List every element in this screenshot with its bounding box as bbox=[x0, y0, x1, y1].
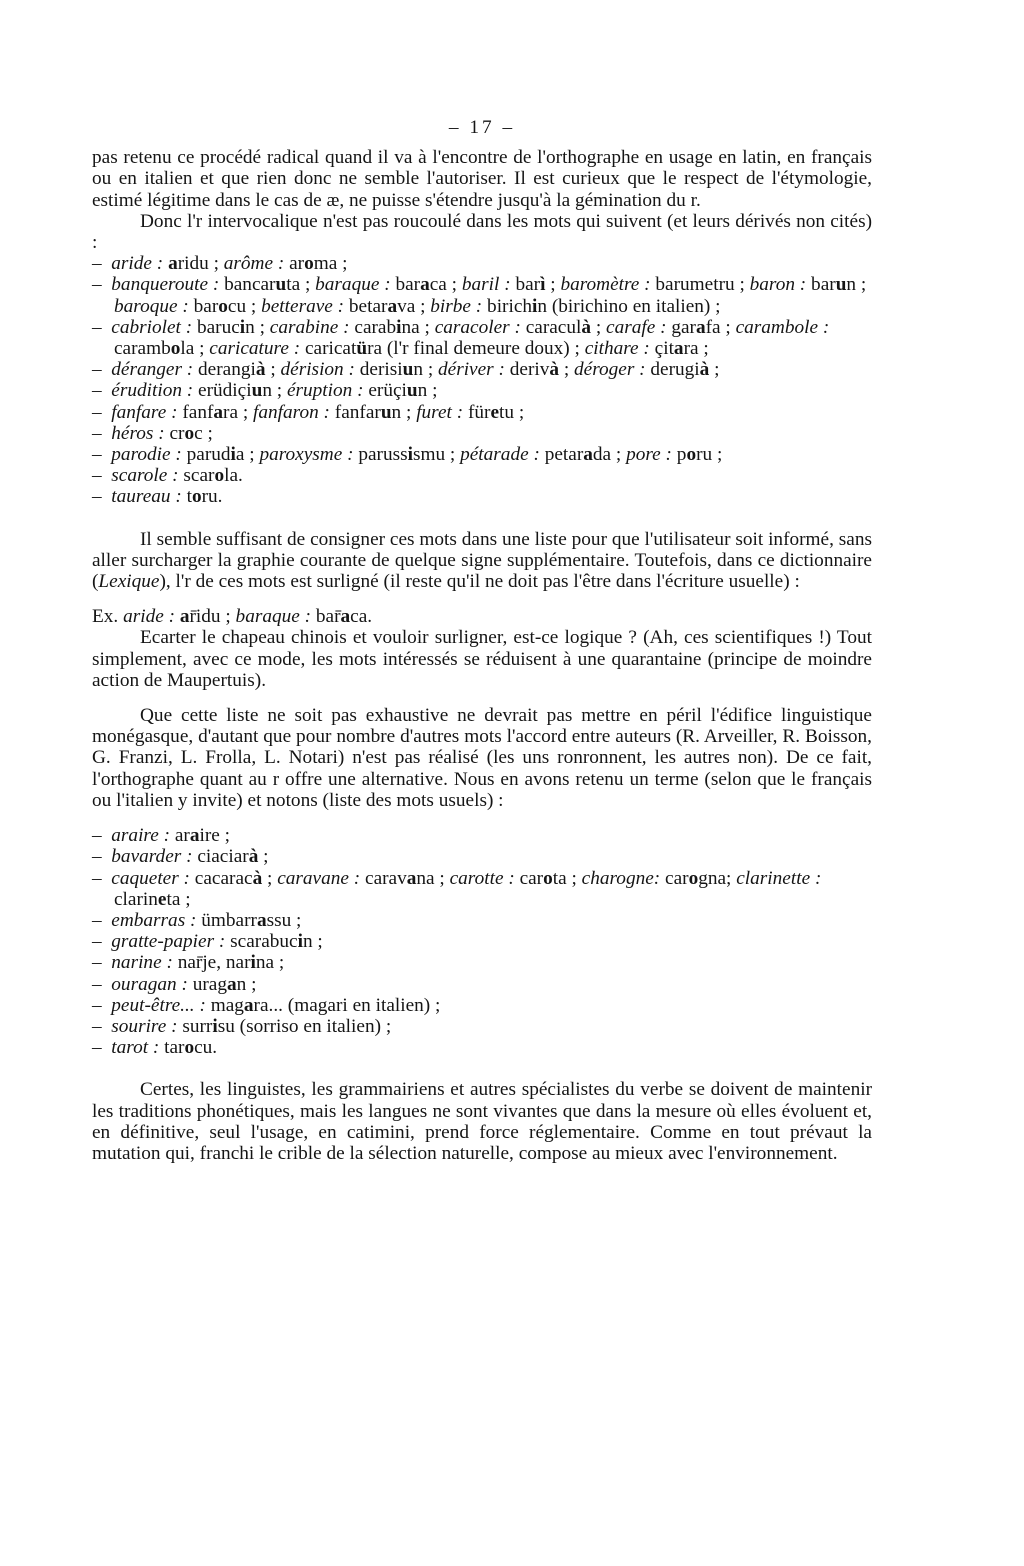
document-page bbox=[92, 117, 872, 1164]
word-list-soft-r bbox=[92, 253, 872, 507]
list-item: – tarot : tarocu. bbox=[92, 1037, 872, 1058]
list-item: – narine : nar̄je, narina ; bbox=[92, 952, 872, 973]
list-item: – taureau : toru. bbox=[92, 486, 872, 507]
page-number: – 17 – bbox=[448, 117, 516, 138]
list-item: – bavarder : ciaciarà ; bbox=[92, 846, 872, 867]
intro-paragraph: pas retenu ce procédé radical quand il va à l'encontre de l'orthographe en usage en latin, en français ou en italien et que rien donc ne semble l'autoriser. Il est curieux que le respect de l'étymologie, estimé légitime dans le cas de æ, ne puisse s'étendre jusqu'à la gémination du r. bbox=[92, 147, 872, 211]
list-item: – gratte-papier : scarabucin ; bbox=[92, 931, 872, 952]
body-paragraph: Que cette liste ne soit pas exhaustive ne devrait pas mettre en péril l'édifice linguistique monégasque, d'autant que pour nombre d'autres mots l'accord entre auteurs (R. Arveiller, R. Boisson, G. Franzi, L. Frolla, L. Notari) n'est pas réalisé (les uns ronronnent, les autres non). De ce fait, l'orthographe quant au r offre une alternative. Nous en avons retenu un terme (selon que le français ou l'italien y invite) et notons (liste des mots usuels) : bbox=[92, 705, 872, 811]
body-paragraph: Certes, les linguistes, les grammairiens et autres spécialistes du verbe se doivent de maintenir les traditions phonétiques, mais les langues ne sont vivantes que dans la mesure où elles évoluent et, en définitive, seul l'usage, en catimini, prend force réglementaire. Comme en tout prévaut la mutation qui, franchi le crible de la sélection naturelle, compose au mieux avec l'environnement. bbox=[92, 1079, 872, 1164]
example-line: Ex. aride : ar̄idu ; baraque : bar̄aca. bbox=[92, 606, 373, 628]
body-paragraph: Il semble suffisant de consigner ces mots dans une liste pour que l'utilisateur soit informé, sans aller surcharger la graphie courante de quelque signe supplémentaire. Toutefois, dans ce dictionnaire (Lexique), l'r de ces mots est surligné (il reste qu'il ne doit pas l'être dans l'écriture usuelle) : bbox=[92, 528, 872, 593]
list-item: – scarole : scarola. bbox=[92, 465, 872, 486]
list-item: – cabriolet : barucin ; carabine : carabina ; caracoler : caraculà ; carafe : garafa ; carambole : carambola ; caricature : caricatüra (l'r final demeure doux) ; cithare : çitara ; bbox=[92, 317, 872, 359]
list-item: – héros : croc ; bbox=[92, 423, 872, 444]
list-item: – déranger : derangià ; dérision : derisiun ; dériver : derivà ; déroger : derugià ; bbox=[92, 359, 872, 380]
word-list-usual bbox=[92, 825, 872, 1058]
list-item: – ouragan : uragan ; bbox=[92, 974, 872, 995]
body-paragraph: Ecarter le chapeau chinois et vouloir surligner, est-ce logique ? (Ah, ces scientifiques !) Tout simplement, avec ce mode, les mots intéressés se réduisent à une quarantaine (principe de moindre action de Maupertuis). bbox=[92, 627, 872, 691]
list-item: – banqueroute : bancaruta ; baraque : baraca ; baril : barì ; baromètre : barumetru ; baron : barun ; baroque : barocu ; betterave : betarava ; birbe : birichin (birichino en italien) ; bbox=[92, 274, 872, 316]
lead-paragraph: Donc l'r intervocalique n'est pas roucoulé dans les mots qui suivent (et leurs dérivés non cités) : bbox=[92, 210, 872, 254]
list-item: – érudition : erüdiçiun ; éruption : erüçiun ; bbox=[92, 380, 872, 401]
list-item: – fanfare : fanfara ; fanfaron : fanfarun ; furet : füretu ; bbox=[92, 402, 872, 423]
list-item: – sourire : surrisu (sorriso en italien) ; bbox=[92, 1016, 872, 1037]
list-item: – parodie : parudia ; paroxysme : parussismu ; pétarade : petarada ; pore : poru ; bbox=[92, 444, 872, 465]
list-item: – aride : aridu ; arôme : aroma ; bbox=[92, 253, 872, 274]
list-item: – araire : araire ; bbox=[92, 825, 872, 846]
list-item: – peut-être... : magara... (magari en italien) ; bbox=[92, 995, 872, 1016]
list-item: – embarras : ümbarrassu ; bbox=[92, 910, 872, 931]
list-item: – caqueter : cacaracà ; caravane : caravana ; carotte : carota ; charogne: carogna; clarinette : clarineta ; bbox=[92, 868, 872, 910]
